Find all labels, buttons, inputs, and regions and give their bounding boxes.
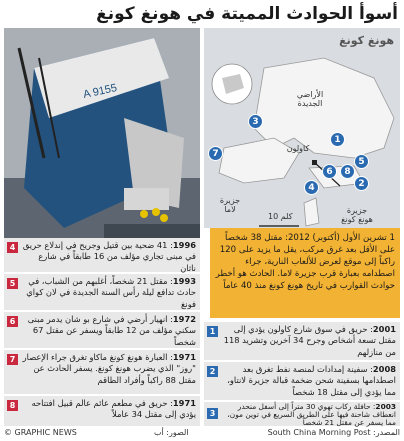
- item-year: 2008: [372, 364, 396, 374]
- item-year: 1996: [172, 240, 196, 250]
- item-year: 1971: [172, 352, 196, 362]
- capsized-boat-photo: [4, 28, 200, 250]
- list-item: 5 1993: مقتل 21 شخصاً، أغلبهم من الشباب، في حادث تدافع ليلة رأس السنة الجديدة في لان كواي فونغ: [4, 274, 200, 310]
- map-marker-6: 6: [322, 164, 337, 179]
- item-year: 1972: [172, 314, 196, 324]
- item-text: حريق في مطعم عائم عالم قبيل افتتاحه يؤدي إلى مقتل 34 عاملاً: [31, 398, 196, 420]
- svg-text:A 9155: A 9155: [82, 82, 119, 101]
- item-badge: 5: [7, 278, 18, 289]
- item-text: انهيار أرضي في شارع بو شان يدمر مبنى سكني مؤلف من 12 طابقاً ويسفر عن مقتل 67 شخصاً: [27, 314, 196, 347]
- item-text: سفينة إمدادات لمنصة نفط تغرق بعد اصطدامها بسفينة شحن ضخمة قبالة جزيرة لانتاو، مما يؤدي إلى مقتل 18 شخصاً: [227, 364, 396, 397]
- item-badge: 4: [7, 242, 18, 253]
- map-title: هونغ كونغ: [339, 34, 394, 47]
- map-marker-5: 5: [354, 154, 369, 169]
- item-text: حريق في سوق شارع كاولون يؤدي إلى مقتل تسعة أشخاص وجرح 34 آخرين وتشريد 118 من منازلهم: [223, 324, 396, 357]
- item-badge: 8: [7, 400, 18, 411]
- map-marker-8: 8: [340, 164, 355, 179]
- list-item: 2 2008: سفينة إمدادات لمنصة نفط تغرق بعد اصطدامها بسفينة شحن ضخمة قبالة جزيرة لانتاو، مما يؤدي إلى مقتل 18 شخصاً: [204, 362, 400, 400]
- item-badge: 2: [207, 366, 218, 377]
- list-item: 4 1996: 41 ضحية بين قتيل وجريح في إندلاع حريق في مبنى تجاري مؤلف من 16 طابقاً في شارع ناثان: [4, 238, 200, 272]
- item-year: 1993: [172, 276, 196, 286]
- list-item: 6 1972: انهيار أرضي في شارع بو شان يدمر مبنى سكني مؤلف من 12 طابقاً ويسفر عن مقتل 67 شخصاً: [4, 312, 200, 348]
- list-item: 8 1971: حريق في مطعم عائم عالم قبيل افتتاحه يؤدي إلى مقتل 34 عاملاً: [4, 396, 200, 426]
- page-title: أسوأ الحوادث المميتة في هونغ كونغ: [96, 4, 398, 24]
- item-year: 2003: [375, 402, 396, 411]
- list-item: 7 1971: العبارة هونغ كونغ ماكاو تغرق جراء الإعصار "روز" الذي يضرب هونغ كونغ. يسفر الحادث عن مقتل 88 راكباً وأفراد الطاقم: [4, 350, 200, 394]
- item-year: 1971: [172, 398, 196, 408]
- map-marker-1: 1: [330, 132, 345, 147]
- brand-credit: © GRAPHIC NEWS: [4, 428, 77, 437]
- map-marker-4: 4: [304, 180, 319, 195]
- footer: [4, 428, 400, 439]
- item-text: مقتل 21 شخصاً، أغلبهم من الشباب، في حادث تدافع ليلة رأس السنة الجديدة في لان كواي فونغ: [26, 276, 196, 309]
- item-badge: 7: [7, 354, 18, 365]
- photo-credit: الصور: أب: [154, 428, 189, 437]
- highlight-box: 1 تشرين الأول (أكتوبر) 2012: مقتل 38 شخصاً على الأقل بعد غرق مركب، يقل ما يزيد على 120 راكباً إلى موقع لعرض للألعاب النارية، جراء اصطدامه بعبارة قرب جزيرة لاما. الحادث هو أخطر حوادث القوارب في تاريخ هونغ كونغ منذ 40 عاماً: [204, 228, 400, 318]
- item-year: 2001: [372, 324, 396, 334]
- item-text: العبارة هونغ كونغ ماكاو تغرق جراء الإعصار "روز" الذي يضرب هونغ كونغ. يسفر الحادث عن مقتل 88 راكباً وأفراد الطاقم: [22, 352, 196, 385]
- hk-island-label: جزيرة هونغ كونغ: [341, 206, 373, 224]
- item-text: حافلة ركاب تهوي 30 متراً إلى أسفل منحدر انعطاف شاحنة فيها على الطريق السريع في توين مون، مما يسفر عن مقتل 21 شخصاً: [227, 402, 396, 427]
- boat-illustration: [4, 28, 200, 250]
- scale-label: 10 كلم: [268, 212, 293, 221]
- map-marker-7: 7: [208, 146, 223, 161]
- item-badge: 6: [7, 316, 18, 327]
- source-credit: المصدر: South China Morning Post: [267, 428, 400, 437]
- new-territories-label: الأراضي الجديدة: [296, 90, 324, 108]
- item-badge: 1: [207, 326, 218, 337]
- map-marker-2: 2: [354, 176, 369, 191]
- item-badge: 3: [207, 408, 218, 419]
- hong-kong-map: [204, 28, 400, 250]
- map-marker-3: 3: [248, 114, 263, 129]
- list-item: 1 2001: حريق في سوق شارع كاولون يؤدي إلى مقتل تسعة أشخاص وجرح 34 آخرين وتشريد 118 من منازلهم: [204, 322, 400, 360]
- lamma-label: جزيرة لاما: [219, 196, 241, 214]
- kowloon-label: كاولون: [286, 144, 310, 153]
- item-text: 41 ضحية بين قتيل وجريح في إندلاع حريق في مبنى تجاري مؤلف من 16 طابقاً في شارع ناثان: [22, 240, 196, 273]
- list-item: 3 2003: حافلة ركاب تهوي 30 متراً إلى أسفل منحدر انعطاف شاحنة فيها على الطريق السريع في توين مون، مما يسفر عن مقتل 21 شخصاً: [204, 402, 400, 426]
